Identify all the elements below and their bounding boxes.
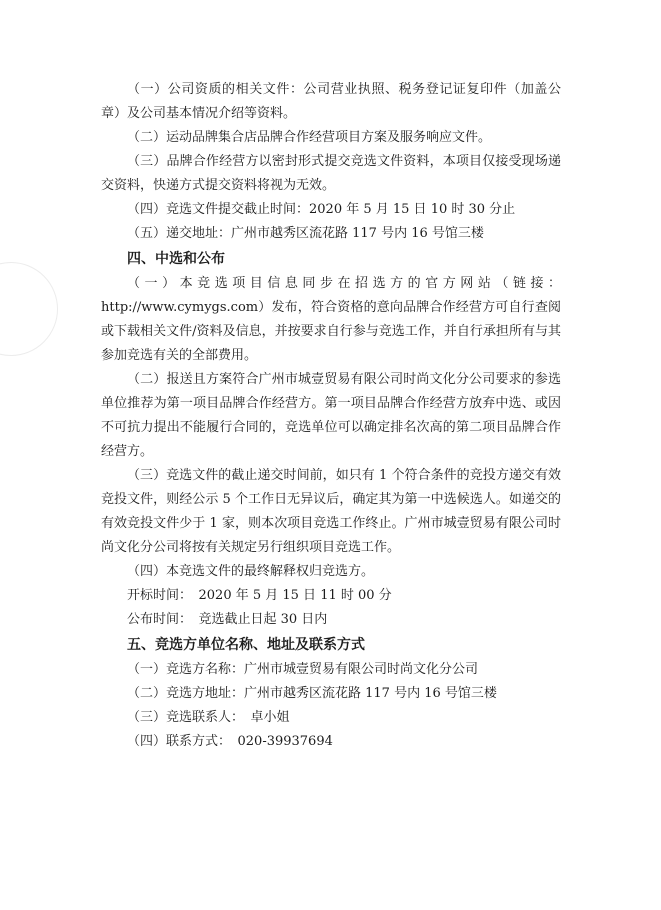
contact-phone-line: （四）联系方式： 020-39937694 [127, 734, 333, 749]
qualification-docs-paragraph: （一）公司资质的相关文件：公司营业执照、税务登记证复印件（加盖公章）及公司基本情况介绍等资料。 [101, 82, 561, 121]
document-body [101, 78, 561, 754]
opening-time-line: 开标时间： 2020 年 5 月 15 日 11 时 00 分 [127, 588, 392, 603]
section-heading-selection: 四、中选和公布 [127, 251, 225, 267]
recommendation-paragraph: （二）报送且方案符合广州市城壹贸易有限公司时尚文化分公司要求的参选单位推荐为第一项目品牌合作经营方。第一项目品牌合作经营方放弃中选、或因不可抗力提出不能履行合同的，竞选单位可以确定排名次高的第二项目品牌合作经营方。 [101, 372, 561, 459]
section-heading-contact: 五、竞选方单位名称、地址及联系方式 [127, 637, 365, 653]
contact-person-line: （三）竞选联系人： 卓小姐 [127, 710, 290, 725]
sealed-submission-paragraph: （三）品牌合作经营方以密封形式提交竞选文件资料，本项目仅接受现场递交资料，快递方式提交资料将视为无效。 [101, 154, 561, 193]
address-paragraph: （五）递交地址：广州市越秀区流花路 117 号内 16 号馆三楼 [127, 226, 484, 241]
single-bidder-paragraph: （三）竞选文件的截止递交时间前，如只有 1 个符合条件的竞投方递交有效竞投文件，则经公示 5 个工作日无异议后，确定其为第一中选候选人。如递交的有效竞投文件少于 1 家，则本次项目竞选工作终止。广州市城壹贸易有限公司时尚文化分公司将按有关规定另行组织项目竞选工作。 [101, 468, 561, 555]
deadline-paragraph: （四）竞选文件提交截止时间：2020 年 5 月 15 日 10 时 30 分止 [127, 202, 516, 217]
contact-address-line: （二）竞选方地址：广州市越秀区流花路 117 号内 16 号馆三楼 [127, 686, 497, 701]
faint-seal-mark [0, 262, 58, 356]
contact-name-line: （一）竞选方名称：广州市城壹贸易有限公司时尚文化分公司 [127, 662, 479, 677]
plan-docs-paragraph: （二）运动品牌集合店品牌合作经营项目方案及服务响应文件。 [127, 130, 492, 145]
announcement-time-line: 公布时间： 竞选截止日起 30 日内 [127, 612, 328, 627]
interpretation-paragraph: （四）本竞选文件的最终解释权归竞选方。 [127, 564, 375, 579]
website-paragraph: （一）本竞选项目信息同步在招选方的官方网站（链接：http://www.cymygs.com）发布，符合资格的意向品牌合作经营方可自行查阅或下载相关文件/资料及信息，并按要求自行参与竞选工作，并自行承担所有与其参加竞选有关的全部费用。 [101, 276, 561, 363]
